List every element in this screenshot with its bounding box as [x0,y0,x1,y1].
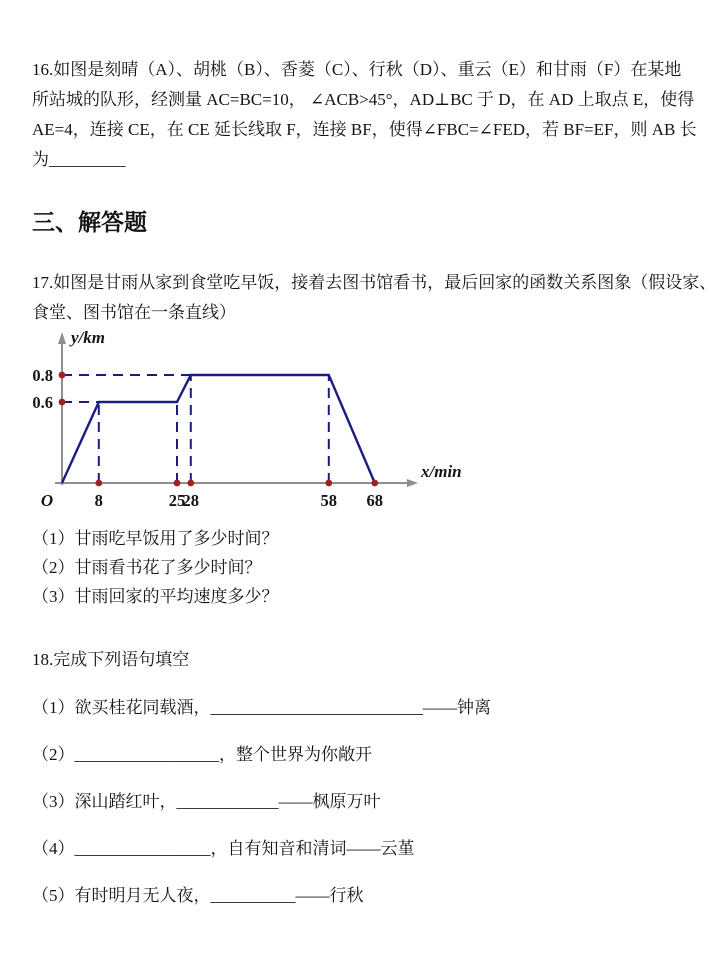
chart-label: 68 [366,491,384,510]
chart-label: x/min [421,462,462,481]
question-16 [32,55,696,175]
chart-label: 58 [320,491,338,510]
chart-label: O [40,491,54,510]
question-17-subquestions [32,524,696,611]
fill-blank-item-2: （2）_________________，整个世界为你敞开 [32,745,372,764]
question-16-line: 16.如图是刻晴（A）、胡桃（B）、香菱（C）、行秋（D）、重云（E）和甘雨（F）在某地 [32,60,682,79]
distance-time-graph [26,327,486,527]
section-3-header: 三、解答题 [32,210,147,235]
x-axis-dot [325,480,332,487]
x-axis-dot [187,480,194,487]
question-16-line: AE=4，连接 CE，在 CE 延长线取 F，连接 BF，使得∠FBC=∠FED，若 BF=EF，则 AB 长 [32,120,697,139]
x-axis-dot [174,480,181,487]
fill-blank-item-3: （3）深山踏红叶，____________——枫原万叶 [32,792,381,811]
x-axis-dot [371,480,378,487]
chart-label: 28 [182,491,200,510]
chart-label: 0.8 [32,366,53,385]
question-18-title: 18.完成下列语句填空 [32,650,190,669]
subquestion-3: （3）甘雨回家的平均速度多少？ [32,587,279,606]
subquestion-1: （1）甘雨吃早饭用了多少时间？ [32,529,279,548]
x-axis-dot [95,480,102,487]
y-axis-dot [59,372,66,379]
fill-blank-item-1: （1）欲买桂花同载酒，_________________________——钟离 [32,698,491,717]
question-16-line: 所站城的队形，经测量 AC=BC=10， ∠ACB>45°，AD⊥BC 于 D，在 AD 上取点 E，使得 [32,90,695,109]
subquestion-2: （2）甘雨看书花了多少时间？ [32,558,262,577]
question-17 [32,268,717,328]
chart-label: y/km [71,328,105,347]
fill-blank-item-5: （5）有时明月无人夜，__________——行秋 [32,886,364,905]
x-axis-arrow-icon [407,479,418,487]
y-axis-dot [59,399,66,406]
chart-label: 0.6 [32,393,53,412]
question-17-line: 17.如图是甘雨从家到食堂吃早饭，接着去图书馆看书，最后回家的函数关系图象（假设家、 [32,273,717,292]
chart-svg [26,327,486,527]
fill-blank-item-4: （4）________________，自有知音和清词——云堇 [32,839,415,858]
chart-label: 25 [168,491,186,510]
y-axis-arrow-icon [58,332,66,344]
question-17-line: 食堂、图书馆在一条直线） [32,303,236,322]
question-16-blank-line: 为_________ [32,150,126,169]
chart-label: 8 [94,491,103,510]
question-18 [32,645,696,910]
